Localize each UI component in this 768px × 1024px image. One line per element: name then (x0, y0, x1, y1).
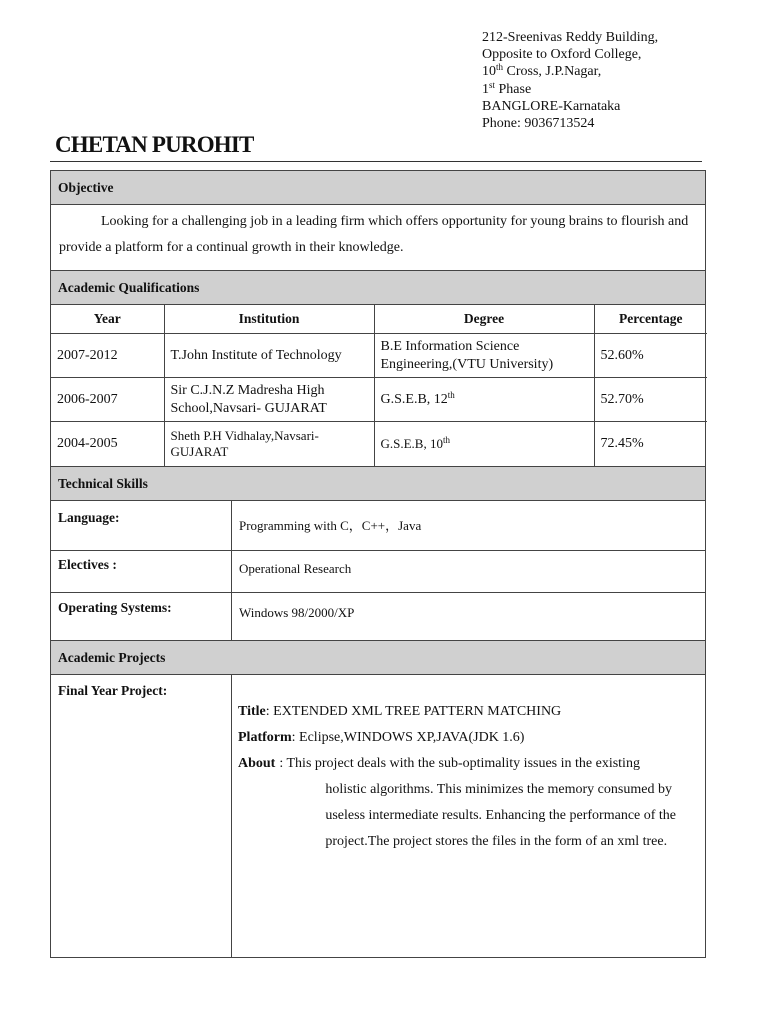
academic-year: 2006-2007 (51, 378, 164, 422)
academic-row (51, 422, 707, 467)
project-about-line: project.The project stores the files in the form of an xml tree. (325, 834, 668, 849)
projects-table-cell (51, 675, 706, 958)
objective-text (51, 205, 706, 271)
academic-degree (374, 422, 594, 467)
skill-label: Language: (51, 501, 232, 551)
contact-address (482, 29, 658, 132)
academic-degree-text: G.S.E.B, 10 (380, 436, 443, 451)
objective-body: Looking for a challenging job in a leading firm which offers opportunity for young brains to flourish and provide a platform for a continual growth in their knowledge. (59, 214, 689, 255)
academic-row (51, 378, 707, 422)
address-line-3-rest: Cross, J.P.Nagar, (503, 64, 602, 80)
academic-header-degree: Degree (374, 305, 594, 334)
project-title-line (238, 699, 699, 725)
academic-degree-ordinal: th (442, 435, 450, 445)
section-heading-projects: Academic Projects (51, 641, 706, 675)
project-about-line: : This project deals with the sub-optimality issues in the existing (279, 756, 640, 771)
academic-row (51, 334, 707, 378)
project-about-line: useless intermediate results. Enhancing the performance of the (325, 808, 677, 823)
academic-institution: Sheth P.H Vidhalay,Navsari- GUJARAT (164, 422, 374, 467)
academic-percentage: 52.60% (594, 334, 707, 378)
skills-table-cell (51, 501, 706, 641)
phone-number: Phone: 9036713524 (482, 116, 595, 132)
address-line-3-ordinal: th (496, 62, 504, 73)
academic-qualifications-table (51, 305, 707, 466)
academic-percentage: 72.45% (594, 422, 707, 467)
project-title-value: : EXTENDED XML TREE PATTERN MATCHING (265, 704, 562, 719)
address-line-3 (482, 63, 658, 80)
project-title-key: Title (238, 704, 266, 719)
technical-skills-table (51, 501, 705, 640)
address-line-4-ordinal: st (489, 79, 496, 90)
project-platform-key: Platform (238, 730, 292, 745)
address-line-4 (482, 81, 658, 98)
academic-degree (374, 334, 594, 378)
academic-institution: Sir C.J.N.Z Madresha High School,Navsari- GUJARAT (164, 378, 374, 422)
resume-table (50, 170, 706, 958)
section-heading-objective: Objective (51, 171, 706, 205)
project-about-key: About (238, 756, 276, 771)
skill-row (51, 593, 705, 641)
project-about-line: holistic algorithms. This minimizes the memory consumed by (325, 782, 672, 797)
academic-header-row (51, 305, 707, 334)
address-line-3-number: 10 (482, 64, 496, 80)
academic-header-year: Year (51, 305, 164, 334)
academic-percentage: 52.70% (594, 378, 707, 422)
project-about-text (275, 751, 676, 855)
academic-degree (374, 378, 594, 422)
academic-projects-table (51, 675, 705, 957)
skill-label: Electives : (51, 551, 232, 593)
academic-degree-text: B.E Information Science Engineering,(VTU University) (380, 339, 554, 372)
academic-table-cell (51, 305, 706, 467)
section-heading-technical: Technical Skills (51, 467, 706, 501)
academic-header-institution: Institution (164, 305, 374, 334)
skill-value: Programming with C，C++，Java (232, 501, 706, 551)
skill-label: Operating Systems: (51, 593, 232, 641)
project-about-block (238, 751, 699, 855)
project-label: Final Year Project: (58, 683, 168, 698)
candidate-name: CHETAN PUROHIT (55, 132, 254, 157)
skill-row (51, 551, 705, 593)
project-details (232, 675, 706, 957)
skill-value: Operational Research (232, 551, 706, 593)
project-platform-line (238, 725, 699, 751)
academic-institution: T.John Institute of Technology (164, 334, 374, 378)
academic-year: 2007-2012 (51, 334, 164, 378)
address-line-5: BANGLORE-Karnataka (482, 98, 621, 114)
academic-year: 2004-2005 (51, 422, 164, 467)
section-heading-academic: Academic Qualifications (51, 271, 706, 305)
academic-header-percentage: Percentage (594, 305, 707, 334)
skill-row (51, 501, 705, 551)
skill-value: Windows 98/2000/XP (232, 593, 706, 641)
academic-degree-text: G.S.E.B, 12 (380, 391, 448, 407)
project-platform-value: : Eclipse,WINDOWS XP,JAVA(JDK 1.6) (291, 730, 525, 745)
address-line-1: 212-Sreenivas Reddy Building, (482, 30, 659, 45)
address-line-4-number: 1 (482, 81, 489, 97)
address-line-2: Opposite to Oxford College, (482, 47, 642, 63)
address-line-4-rest: Phase (495, 81, 532, 97)
academic-degree-ordinal: th (447, 389, 455, 400)
header-divider (50, 161, 702, 162)
